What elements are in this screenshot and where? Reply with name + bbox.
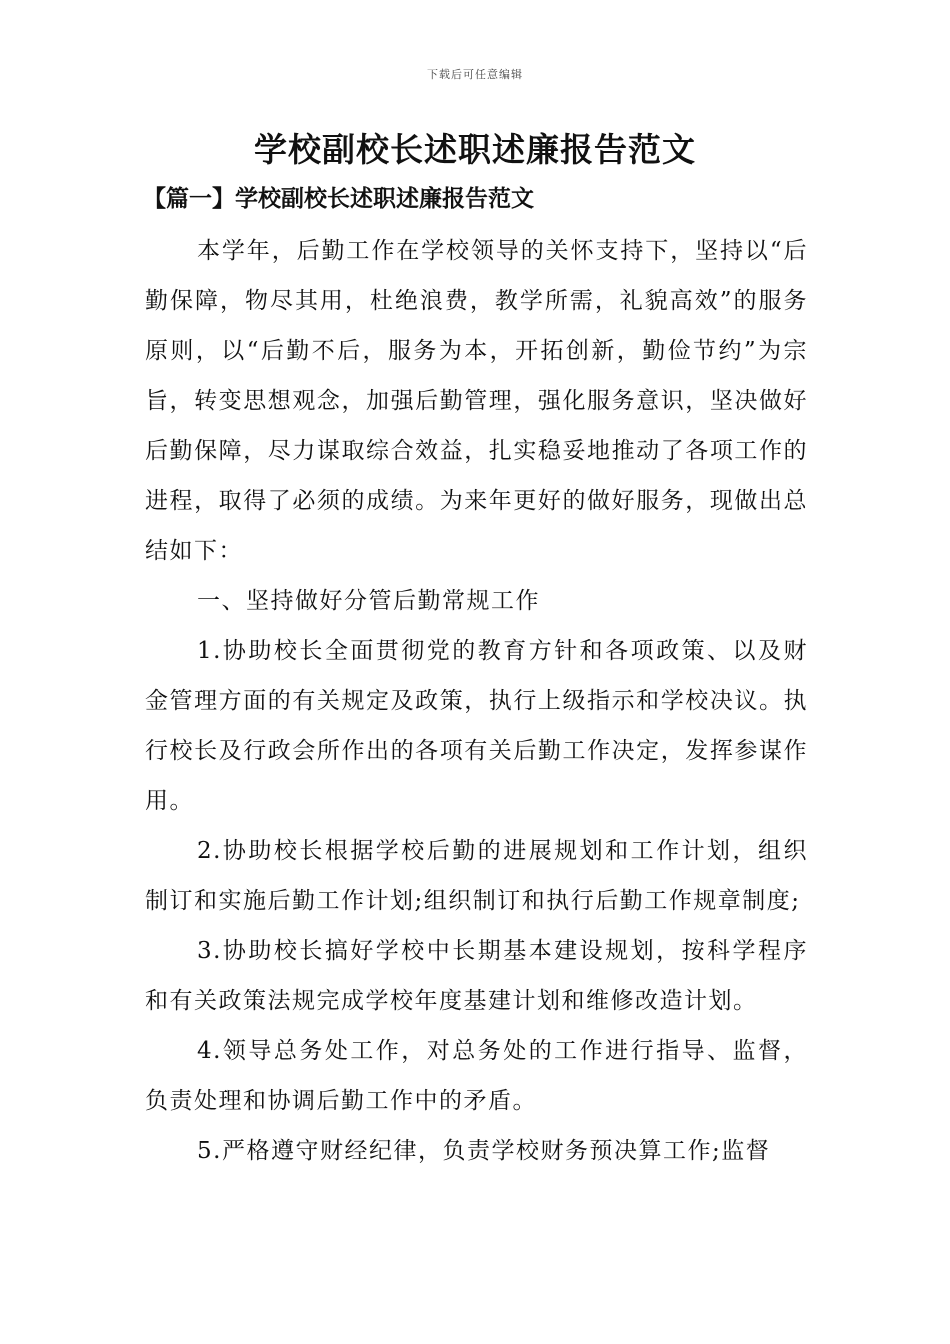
page-header-note: 下载后可任意编辑: [427, 68, 523, 81]
paragraph-item-3: 3.协助校长搞好学校中长期基本建设规划，按科学程序和有关政策法规完成学校年度基建计划和维修改造计划。: [145, 938, 808, 1014]
document-title: 学校副校长述职述廉报告范文: [254, 130, 696, 169]
paragraph-item-4: 4.领导总务处工作，对总务处的工作进行指导、监督，负责处理和协调后勤工作中的矛盾。: [145, 1038, 808, 1114]
section-heading: 【篇一】学校副校长述职述廉报告范文: [143, 185, 534, 212]
paragraph-item-2: 2.协助校长根据学校后勤的进展规划和工作计划，组织制订和实施后勤工作计划;组织制订和执行后勤工作规章制度;: [145, 838, 808, 914]
paragraph-intro: 本学年，后勤工作在学校领导的关怀支持下，坚持以“后勤保障，物尽其用，杜绝浪费，教学所需，礼貌高效”的服务原则，以“后勤不后，服务为本，开拓创新，勤俭节约”为宗旨，转变思想观念，加强后勤管理，强化服务意识，坚决做好后勤保障，尽力谋取综合效益，扎实稳妥地推动了各项工作的进程，取得了必须的成绩。为来年更好的做好服务，现做出总结如下：: [145, 238, 808, 564]
paragraph-subheading: 一、坚持做好分管后勤常规工作: [197, 588, 540, 614]
paragraph-item-1: 1.协助校长全面贯彻党的教育方针和各项政策、以及财金管理方面的有关规定及政策，执行上级指示和学校决议。执行校长及行政会所作出的各项有关后勤工作决定，发挥参谋作用。: [145, 638, 808, 814]
document-body: [145, 226, 808, 1176]
paragraph-item-5: 5.严格遵守财经纪律，负责学校财务预决算工作;监督: [197, 1138, 771, 1164]
